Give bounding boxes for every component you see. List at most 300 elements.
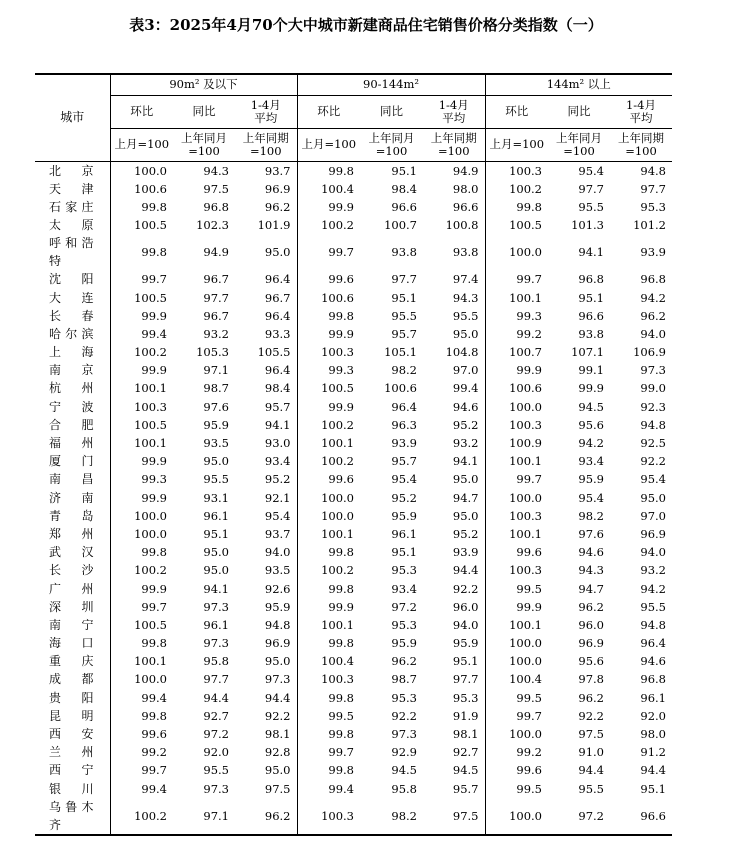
table-row [35,198,672,216]
index-value: 94.4 [203,690,229,705]
index-value: 95.8 [391,781,417,796]
index-value: 99.7 [141,763,167,778]
index-value: 95.5 [423,307,485,325]
table-row [35,525,672,543]
index-value: 98.2 [391,363,417,378]
index-value: 95.1 [640,781,666,796]
index-value: 101.3 [571,218,604,233]
index-value: 100.5 [134,218,167,233]
index-value: 99.4 [141,326,167,341]
table-row [35,288,672,306]
index-value: 99.9 [141,581,167,596]
city-name: 银川 [35,780,110,798]
table-row [35,543,672,561]
index-value: 100.5 [509,218,542,233]
index-value: 100.5 [134,617,167,632]
subheader-avg: 1-4月 平均 [610,95,672,128]
city-name: 福州 [35,434,110,452]
index-value: 100.5 [321,381,354,396]
index-value: 99.7 [516,708,542,723]
table-row [35,434,672,452]
index-value: 95.7 [391,454,417,469]
index-value: 97.5 [578,727,604,742]
index-value: 99.9 [141,308,167,323]
index-value: 92.7 [423,743,485,761]
index-value: 99.6 [141,727,167,742]
index-value: 94.4 [578,763,604,778]
group-header-small: 90m² 及以下 [110,74,297,95]
index-value: 98.2 [578,508,604,523]
index-value: 100.3 [509,563,542,578]
city-name: 石家庄 [35,198,110,216]
index-value: 96.0 [578,617,604,632]
subheader-mom: 环比 [485,95,548,128]
index-value: 96.4 [235,361,297,379]
index-value: 95.9 [391,508,417,523]
index-value: 99.4 [141,781,167,796]
table-row [35,725,672,743]
index-value: 96.6 [578,308,604,323]
index-value: 95.0 [423,507,485,525]
index-value: 98.4 [391,181,417,196]
index-value: 100.1 [509,617,542,632]
index-value: 99.8 [141,199,167,214]
index-value: 97.3 [235,670,297,688]
table-row [35,652,672,670]
city-name: 昆明 [35,707,110,725]
index-value: 100.0 [134,163,167,178]
index-value: 96.2 [235,798,297,835]
index-value: 93.2 [423,434,485,452]
base-yoy: 上年同月 =100 [548,128,610,161]
city-name: 南宁 [35,616,110,634]
index-value: 98.4 [235,379,297,397]
table-row [35,579,672,597]
index-value: 99.8 [141,245,167,260]
index-value: 99.9 [516,363,542,378]
index-value: 100.2 [134,563,167,578]
index-value: 93.2 [640,563,666,578]
city-name: 宁波 [35,398,110,416]
index-value: 100.2 [321,417,354,432]
city-name: 上海 [35,343,110,361]
index-value: 95.1 [391,545,417,560]
index-value: 100.9 [509,436,542,451]
index-value: 100.1 [134,436,167,451]
index-value: 95.0 [423,325,485,343]
city-name: 乌鲁木齐 [35,798,110,835]
index-value: 94.4 [423,561,485,579]
index-value: 100.1 [509,454,542,469]
index-value: 100.4 [509,672,542,687]
index-value: 95.9 [203,417,229,432]
city-name: 沈阳 [35,270,110,288]
index-value: 99.0 [640,381,666,396]
index-value: 97.3 [391,727,417,742]
index-value: 94.6 [640,654,666,669]
index-value: 97.7 [640,181,666,196]
price-index-table [35,73,672,836]
city-name: 杭州 [35,379,110,397]
index-value: 94.3 [578,563,604,578]
index-value: 99.3 [516,308,542,323]
index-value: 99.8 [328,581,354,596]
index-value: 93.4 [578,454,604,469]
index-value: 99.6 [328,272,354,287]
index-value: 99.5 [516,581,542,596]
subheader-yoy: 同比 [360,95,423,128]
index-value: 95.4 [235,507,297,525]
index-value: 99.8 [141,708,167,723]
index-value: 94.1 [423,452,485,470]
city-name: 西安 [35,725,110,743]
index-value: 100.0 [485,798,548,835]
base-mom: 上月=100 [485,128,548,161]
city-name: 西宁 [35,761,110,779]
index-value: 100.5 [134,290,167,305]
index-value: 93.8 [423,234,485,270]
index-value: 101.9 [235,216,297,234]
index-value: 96.2 [391,654,417,669]
index-value: 92.2 [578,708,604,723]
index-value: 98.7 [391,672,417,687]
index-value: 95.7 [391,326,417,341]
index-value: 99.7 [141,599,167,614]
index-value: 105.1 [384,345,417,360]
index-value: 94.5 [423,761,485,779]
index-value: 97.2 [548,798,610,835]
index-value: 93.8 [578,326,604,341]
city-name: 重庆 [35,652,110,670]
table-row [35,670,672,688]
index-value: 94.1 [235,416,297,434]
index-value: 102.3 [196,218,229,233]
index-value: 105.5 [235,343,297,361]
index-value: 99.4 [423,379,485,397]
index-value: 105.3 [196,345,229,360]
index-value: 100.2 [321,454,354,469]
index-value: 92.3 [640,399,666,414]
index-value: 97.3 [203,781,229,796]
index-value: 95.5 [203,763,229,778]
index-value: 93.4 [235,452,297,470]
index-value: 96.4 [235,307,297,325]
index-value: 100.1 [134,381,167,396]
table-row [35,452,672,470]
index-value: 92.2 [640,454,666,469]
index-value: 97.5 [203,181,229,196]
index-value: 94.3 [423,288,485,306]
index-value: 96.4 [391,399,417,414]
index-value: 95.4 [640,472,666,487]
index-value: 100.0 [134,508,167,523]
index-value: 104.8 [423,343,485,361]
index-value: 99.8 [328,690,354,705]
index-value: 100.6 [384,381,417,396]
index-value: 100.0 [321,490,354,505]
city-name: 青岛 [35,507,110,525]
index-value: 97.2 [391,599,417,614]
index-value: 97.2 [203,727,229,742]
index-value: 94.0 [235,543,297,561]
index-value: 97.6 [578,526,604,541]
index-value: 100.0 [509,490,542,505]
table-row [35,343,672,361]
index-value: 96.2 [578,599,604,614]
subheader-yoy: 同比 [548,95,610,128]
index-value: 97.1 [173,798,235,835]
index-value: 95.3 [391,617,417,632]
index-value: 92.2 [423,579,485,597]
index-value: 100.1 [509,290,542,305]
index-value: 99.5 [516,781,542,796]
index-value: 99.9 [328,326,354,341]
index-value: 97.0 [640,508,666,523]
index-value: 92.9 [391,745,417,760]
index-value: 99.9 [578,381,604,396]
index-value: 94.5 [578,399,604,414]
index-value: 95.2 [423,525,485,543]
table-row [35,761,672,779]
city-name: 南昌 [35,470,110,488]
index-value: 99.9 [141,490,167,505]
index-value: 95.5 [640,599,666,614]
index-value: 94.8 [235,616,297,634]
index-value: 95.9 [578,472,604,487]
index-value: 100.2 [110,798,173,835]
index-value: 93.1 [203,490,229,505]
index-value: 93.5 [203,436,229,451]
index-value: 93.9 [391,436,417,451]
index-value: 100.3 [134,399,167,414]
index-value: 95.0 [203,563,229,578]
index-value: 95.1 [423,652,485,670]
index-value: 97.3 [640,363,666,378]
index-value: 99.9 [328,599,354,614]
table-row [35,743,672,761]
index-value: 94.3 [203,163,229,178]
index-value: 96.1 [203,508,229,523]
index-value: 92.0 [640,708,666,723]
base-avg: 上年同期 =100 [610,128,672,161]
index-value: 100.3 [509,417,542,432]
index-value: 100.5 [134,417,167,432]
city-name: 贵阳 [35,689,110,707]
index-value: 99.3 [141,472,167,487]
table-row [35,689,672,707]
index-value: 100.4 [321,654,354,669]
index-value: 100.8 [423,216,485,234]
index-value: 93.0 [235,434,297,452]
index-value: 95.6 [578,417,604,432]
table-row [35,416,672,434]
index-value: 95.4 [391,472,417,487]
index-value: 100.0 [509,727,542,742]
index-value: 96.2 [578,690,604,705]
index-value: 96.2 [235,198,297,216]
index-value: 99.9 [328,399,354,414]
index-value: 94.1 [578,245,604,260]
index-value: 93.4 [391,581,417,596]
index-value: 96.6 [423,198,485,216]
table-row [35,361,672,379]
index-value: 100.6 [321,290,354,305]
city-name: 广州 [35,579,110,597]
index-value: 95.3 [391,563,417,578]
group-header-large: 144m² 以上 [485,74,672,95]
index-value: 96.9 [235,180,297,198]
table-row [35,798,672,835]
index-value: 100.1 [134,654,167,669]
table-row [35,234,672,270]
index-value: 96.9 [578,636,604,651]
index-value: 99.8 [141,545,167,560]
index-value: 94.7 [423,489,485,507]
index-value: 100.0 [134,526,167,541]
index-value: 100.3 [321,672,354,687]
index-value: 100.0 [509,399,542,414]
base-mom: 上月=100 [297,128,360,161]
subheader-avg: 1-4月 平均 [423,95,485,128]
index-value: 95.4 [578,163,604,178]
index-value: 95.0 [235,761,297,779]
index-value: 95.9 [235,598,297,616]
base-mom: 上月=100 [110,128,173,161]
index-value: 99.6 [328,472,354,487]
index-value: 99.8 [328,763,354,778]
table-row [35,616,672,634]
index-value: 99.8 [328,308,354,323]
city-name: 厦门 [35,452,110,470]
table-row [35,325,672,343]
index-value: 91.0 [578,745,604,760]
index-value: 94.4 [640,763,666,778]
index-value: 96.4 [640,636,666,651]
index-value: 95.0 [235,234,297,270]
index-value: 100.4 [321,181,354,196]
index-value: 92.2 [235,707,297,725]
index-value: 100.2 [134,345,167,360]
index-value: 94.0 [423,616,485,634]
index-value: 97.6 [203,399,229,414]
index-value: 96.6 [610,798,672,835]
index-value: 94.2 [640,290,666,305]
index-value: 99.1 [578,363,604,378]
table-row [35,561,672,579]
index-value: 92.7 [203,708,229,723]
city-name: 郑州 [35,525,110,543]
index-value: 99.8 [328,727,354,742]
index-value: 95.7 [423,780,485,798]
index-value: 97.3 [203,599,229,614]
city-name: 深圳 [35,598,110,616]
index-value: 99.2 [516,326,542,341]
index-value: 99.8 [328,545,354,560]
index-value: 96.1 [203,617,229,632]
index-value: 99.9 [516,599,542,614]
index-value: 94.0 [640,545,666,560]
index-value: 99.7 [516,272,542,287]
index-value: 92.2 [391,708,417,723]
index-value: 93.3 [235,325,297,343]
index-value: 97.7 [578,181,604,196]
index-value: 95.1 [578,290,604,305]
index-value: 93.9 [640,245,666,260]
index-value: 97.7 [203,672,229,687]
index-value: 95.6 [578,654,604,669]
city-name: 济南 [35,489,110,507]
index-value: 93.9 [423,543,485,561]
base-yoy: 上年同月 =100 [360,128,423,161]
index-value: 95.2 [235,470,297,488]
index-value: 97.5 [423,798,485,835]
index-value: 101.2 [633,218,666,233]
index-value: 96.7 [203,272,229,287]
index-value: 95.0 [203,454,229,469]
index-value: 107.1 [571,345,604,360]
index-value: 95.0 [203,545,229,560]
city-name: 北京 [35,161,110,180]
index-value: 96.4 [235,270,297,288]
index-value: 100.2 [321,218,354,233]
index-value: 94.5 [391,763,417,778]
index-value: 94.9 [423,161,485,180]
table-row [35,161,672,180]
index-value: 97.7 [423,670,485,688]
index-value: 98.2 [360,798,423,835]
index-value: 100.1 [321,526,354,541]
index-value: 92.6 [235,579,297,597]
index-value: 95.0 [423,470,485,488]
city-name: 合肥 [35,416,110,434]
city-name: 哈尔滨 [35,325,110,343]
index-value: 99.8 [516,199,542,214]
index-value: 100.0 [134,672,167,687]
city-column-header: 城市 [35,74,110,161]
index-value: 96.8 [640,672,666,687]
index-value: 100.6 [509,381,542,396]
index-value: 95.3 [391,690,417,705]
index-value: 95.4 [578,490,604,505]
subheader-mom: 环比 [110,95,173,128]
index-value: 96.3 [391,417,417,432]
city-name: 南京 [35,361,110,379]
index-value: 92.0 [203,745,229,760]
index-value: 100.0 [509,245,542,260]
index-value: 95.5 [391,308,417,323]
table-row [35,598,672,616]
index-value: 99.8 [328,636,354,651]
index-value: 99.4 [141,690,167,705]
index-value: 95.1 [391,163,417,178]
group-header-medium: 90-144m² [297,74,485,95]
index-value: 95.0 [235,652,297,670]
city-name: 成都 [35,670,110,688]
index-value: 97.7 [203,290,229,305]
index-value: 100.7 [509,345,542,360]
index-value: 99.7 [516,472,542,487]
index-value: 99.4 [328,781,354,796]
table-row [35,307,672,325]
index-value: 100.3 [321,345,354,360]
index-value: 96.8 [203,199,229,214]
index-value: 94.8 [640,163,666,178]
index-value: 93.2 [203,326,229,341]
index-value: 93.8 [391,245,417,260]
index-value: 94.6 [578,545,604,560]
index-value: 92.8 [235,743,297,761]
base-avg: 上年同期 =100 [235,128,297,161]
